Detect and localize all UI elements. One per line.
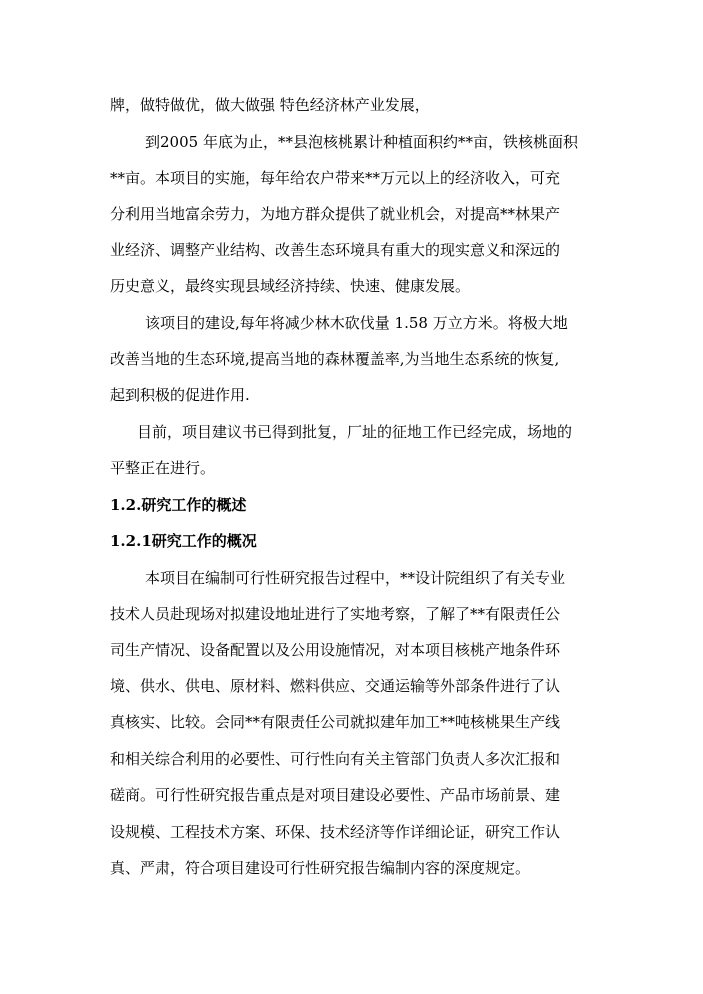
- text-line: **亩。本项目的实施，每年给农户带来**万元以上的经济收入，可充: [110, 169, 561, 187]
- text-line: 真、严肃，符合项目建设可行性研究报告编制内容的深度规定。: [110, 859, 531, 877]
- text-line: 设规模、工程技术方案、环保、技术经济等作详细论证，研究工作认: [110, 823, 561, 841]
- paragraph-start-line: 到2005 年底为止，**县泡核桃累计种植面积约**亩，铁核桃面积: [145, 133, 578, 151]
- text-line: 改善当地的生态环境,提高当地的森林覆盖率,为当地生态系统的恢复,: [110, 350, 560, 368]
- paragraph-start-line: 本项目在编制可行性研究报告过程中，**设计院组织了有关专业: [145, 569, 566, 587]
- text-line: 技术人员赴现场对拟建设地址进行了实地考察，了解了**有限责任公: [110, 605, 561, 623]
- subsection-heading: 1.2.1研究工作的概况: [110, 532, 257, 550]
- text-line: 平整正在进行。: [110, 459, 216, 477]
- section-heading: 1.2.研究工作的概述: [110, 496, 247, 514]
- paragraph-start-line: 该项目的建设,每年将减少林木砍伐量 1.58 万立方米。将极大地: [145, 314, 568, 332]
- text-line: 历史意义，最终实现县域经济持续、快速、健康发展。: [110, 277, 471, 295]
- text-line: 司生产情况、设备配置以及公用设施情况，对本项目核桃产地条件环: [110, 641, 561, 659]
- text-line: 磋商。可行性研究报告重点是对项目建设必要性、产品市场前景、建: [110, 786, 561, 804]
- text-line: 业经济、调整产业结构、改善生态环境具有重大的现实意义和深远的: [110, 241, 561, 259]
- text-line: 牌，做特做优，做大做强 特色经济林产业发展，: [110, 96, 430, 114]
- paragraph-start-line: 目前，项目建议书已得到批复，厂址的征地工作已经完成，场地的: [137, 423, 573, 441]
- text-line: 起到积极的促进作用.: [110, 386, 250, 404]
- text-line: 真核实、比较。会同**有限责任公司就拟建年加工**吨核桃果生产线: [110, 713, 561, 731]
- text-line: 和相关综合利用的必要性、可行性向有关主管部门负责人多次汇报和: [110, 750, 561, 768]
- text-line: 境、供水、供电、原材料、燃料供应、交通运输等外部条件进行了认: [110, 677, 561, 695]
- text-line: 分利用当地富余劳力，为地方群众提供了就业机会，对提高**林果产: [110, 205, 561, 223]
